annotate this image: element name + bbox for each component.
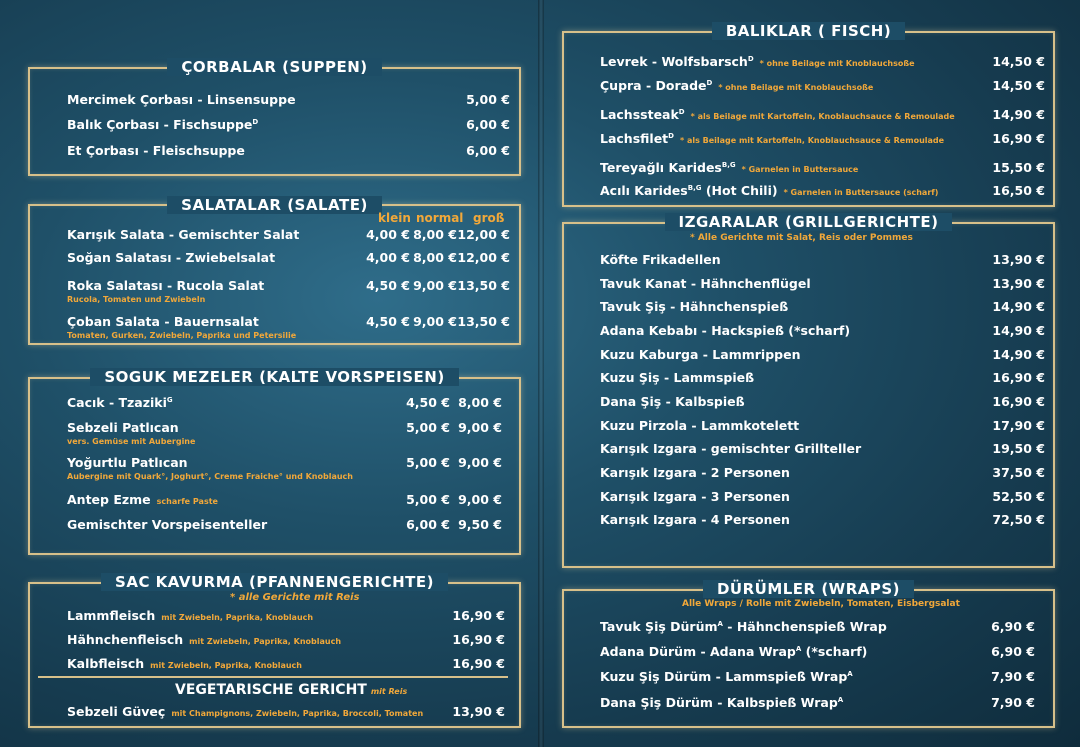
menu-item: Levrek - Wolfsbarsch$^D$* ohne Beilage mit Knoblauchsoße	[600, 54, 915, 69]
price-large: 9,00 €	[458, 420, 502, 435]
price-large: 12,00 €	[457, 227, 510, 242]
fish-title: BALIKLAR ( FISCH)	[562, 22, 1055, 40]
price-small: 4,50 €	[366, 278, 410, 293]
menu-item-price: 6,00 €	[466, 117, 510, 132]
menu-item: Köfte Frikadellen	[600, 252, 721, 267]
menu-item: Et Çorbası - Fleischsuppe	[67, 143, 245, 158]
menu-item-price: 6,00 €	[466, 143, 510, 158]
menu-item: Sebzeli Patlıcan	[67, 420, 179, 435]
menu-item-price: 14,90 €	[992, 107, 1045, 122]
menu-item: Adana Dürüm - Adana Wrap$^A$ (*scharf)	[600, 644, 868, 659]
menu-item-note: Rucola, Tomaten und Zwiebeln	[67, 295, 206, 304]
menu-item-price: 6,90 €	[991, 619, 1035, 634]
menu-item: Kuzu Pirzola - Lammkotelett	[600, 418, 800, 433]
menu-item: Lachssteak$^D$* als Beilage mit Kartoffeln, Knoblauchsauce & Remoulade	[600, 107, 955, 122]
menu-item-price: 15,50 €	[992, 160, 1045, 175]
price-small: 4,00 €	[366, 250, 410, 265]
menu-item-price: 16,90 €	[452, 608, 505, 623]
menu-item: Soğan Salatası - Zwiebelsalat	[67, 250, 276, 265]
menu-item: Karışık Izgara - 3 Personen	[600, 489, 790, 504]
menu-item: Gemischter Vorspeisenteller	[67, 517, 268, 532]
price-large: 13,50 €	[457, 314, 510, 329]
wraps-title: DÜRÜMLER (WRAPS)	[562, 580, 1055, 598]
menu-item-price: 16,90 €	[992, 370, 1045, 385]
price-large: 12,00 €	[457, 250, 510, 265]
menu-item: Adana Kebabı - Hackspieß (*scharf)	[600, 323, 851, 338]
menu-item-price: 17,90 €	[992, 418, 1045, 433]
veg-title: VEGETARISCHE GERICHT mit Reis	[175, 682, 408, 698]
pan-dishes-title: SAC KAVURMA (PFANNENGERICHTE)	[28, 573, 521, 591]
menu-item-price: 14,50 €	[992, 78, 1045, 93]
price-normal: 9,00 €	[413, 278, 457, 293]
menu-item: Tavuk Şiş Dürüm$^A$ - Hähnchenspieß Wrap	[600, 619, 887, 634]
size-header-normal: normal	[416, 211, 464, 225]
price-small: 5,00 €	[406, 492, 450, 507]
soups-title: ÇORBALAR (SUPPEN)	[28, 58, 521, 76]
menu-item: Tereyağlı Karides$^{B,G}$* Garnelen in Buttersauce	[600, 160, 859, 175]
menu-item: Balık Çorbası - Fischsuppe$^D$	[67, 117, 259, 132]
menu-item-price: 72,50 €	[992, 512, 1045, 527]
price-large: 8,00 €	[458, 395, 502, 410]
price-large: 9,00 €	[458, 492, 502, 507]
menu-item-price: 7,90 €	[991, 669, 1035, 684]
menu-item-price: 52,50 €	[992, 489, 1045, 504]
menu-item: Cacık - Tzaziki$^G$	[67, 395, 173, 410]
menu-item: Dana Şiş Dürüm - Kalbspieß Wrap$^A$	[600, 695, 844, 710]
menu-item-price: 16,90 €	[452, 632, 505, 647]
price-large: 13,50 €	[457, 278, 510, 293]
menu-item-price: 16,90 €	[992, 394, 1045, 409]
price-normal: 8,00 €	[413, 227, 457, 242]
price-normal: 8,00 €	[413, 250, 457, 265]
menu-item: Karışık Izgara - 2 Personen	[600, 465, 790, 480]
menu-item: Karışık Salata - Gemischter Salat	[67, 227, 300, 242]
menu-item: Karışık Izgara - gemischter Grillteller	[600, 441, 862, 456]
pan-dishes-subtitle: * alle Gerichte mit Reis	[230, 592, 360, 603]
menu-item: Tavuk Şiş - Hähnchenspieß	[600, 299, 789, 314]
menu-item-price: 14,90 €	[992, 299, 1045, 314]
menu-item-note: Aubergine mit Quark°, Joghurt°, Creme Fraiche° und Knoblauch	[67, 472, 353, 481]
menu-item: Tavuk Kanat - Hähnchenflügel	[600, 276, 811, 291]
menu-item-price: 7,90 €	[991, 695, 1035, 710]
menu-item-note: Tomaten, Gurken, Zwiebeln, Paprika und Petersilie	[67, 331, 297, 340]
menu-item-price: 14,50 €	[992, 54, 1045, 69]
menu-item: Kuzu Şiş - Lammspieß	[600, 370, 755, 385]
menu-item: Kuzu Kaburga - Lammrippen	[600, 347, 801, 362]
menu-item: Mercimek Çorbası - Linsensuppe	[67, 92, 296, 107]
size-header-large: groß	[473, 211, 505, 225]
menu-item-price: 37,50 €	[992, 465, 1045, 480]
veg-divider	[38, 676, 508, 678]
menu-item: Lammfleisch mit Zwiebeln, Paprika, Knoblauch	[67, 608, 314, 623]
menu-item: Lachsfilet$^D$* als Beilage mit Kartoffeln, Knoblauchsauce & Remoulade	[600, 131, 945, 146]
cold-starters-title: SOGUK MEZELER (KALTE VORSPEISEN)	[28, 368, 521, 386]
salads-title: SALATALAR (SALATE)	[28, 196, 521, 214]
menu-item-note: vers. Gemüse mit Aubergine	[67, 437, 196, 446]
menu-item: Sebzeli Güveç mit Champignons, Zwiebeln, Paprika, Broccoli, Tomaten	[67, 704, 424, 719]
menu-item: Çoban Salata - Bauernsalat	[67, 314, 259, 329]
menu-item: Dana Şiş - Kalbspieß	[600, 394, 745, 409]
price-small: 5,00 €	[406, 420, 450, 435]
menu-item-price: 16,90 €	[992, 131, 1045, 146]
menu-item: Çupra - Dorade$^D$* ohne Beilage mit Knoblauchsoße	[600, 78, 874, 93]
menu-item: Roka Salatası - Rucola Salat	[67, 278, 265, 293]
price-large: 9,50 €	[458, 517, 502, 532]
menu-item: Antep Ezme scharfe Paste	[67, 492, 218, 507]
menu-item: Kalbfleisch mit Zwiebeln, Paprika, Knoblauch	[67, 656, 302, 671]
price-normal: 9,00 €	[413, 314, 457, 329]
menu-item: Hähnchenfleisch mit Zwiebeln, Paprika, Knoblauch	[67, 632, 342, 647]
price-small: 4,00 €	[366, 227, 410, 242]
grill-subtitle: * Alle Gerichte mit Salat, Reis oder Pommes	[690, 233, 913, 243]
menu-item: Kuzu Şiş Dürüm - Lammspieß Wrap$^A$	[600, 669, 853, 684]
menu-item: Acılı Karides$^{B,G}$ (Hot Chili) * Garnelen in Buttersauce (scharf)	[600, 183, 939, 198]
price-small: 4,50 €	[406, 395, 450, 410]
menu-item-price: 6,90 €	[991, 644, 1035, 659]
menu-item-price: 13,90 €	[452, 704, 505, 719]
menu-item-price: 16,90 €	[452, 656, 505, 671]
price-small: 4,50 €	[366, 314, 410, 329]
menu-item: Karışık Izgara - 4 Personen	[600, 512, 790, 527]
menu-item-price: 13,90 €	[992, 276, 1045, 291]
menu-item-price: 19,50 €	[992, 441, 1045, 456]
price-small: 5,00 €	[406, 455, 450, 470]
size-header-small: klein	[378, 211, 411, 225]
wraps-subtitle: Alle Wraps / Rolle mit Zwiebeln, Tomaten, Eisbergsalat	[682, 599, 960, 609]
menu-item-price: 14,90 €	[992, 323, 1045, 338]
menu-item-price: 16,50 €	[992, 183, 1045, 198]
price-small: 6,00 €	[406, 517, 450, 532]
page-fold	[538, 0, 544, 747]
price-large: 9,00 €	[458, 455, 502, 470]
grill-title: IZGARALAR (GRILLGERICHTE)	[562, 213, 1055, 231]
menu-item-price: 14,90 €	[992, 347, 1045, 362]
menu-item: Yoğurtlu Patlıcan	[67, 455, 188, 470]
menu-item-price: 13,90 €	[992, 252, 1045, 267]
menu-item-price: 5,00 €	[466, 92, 510, 107]
